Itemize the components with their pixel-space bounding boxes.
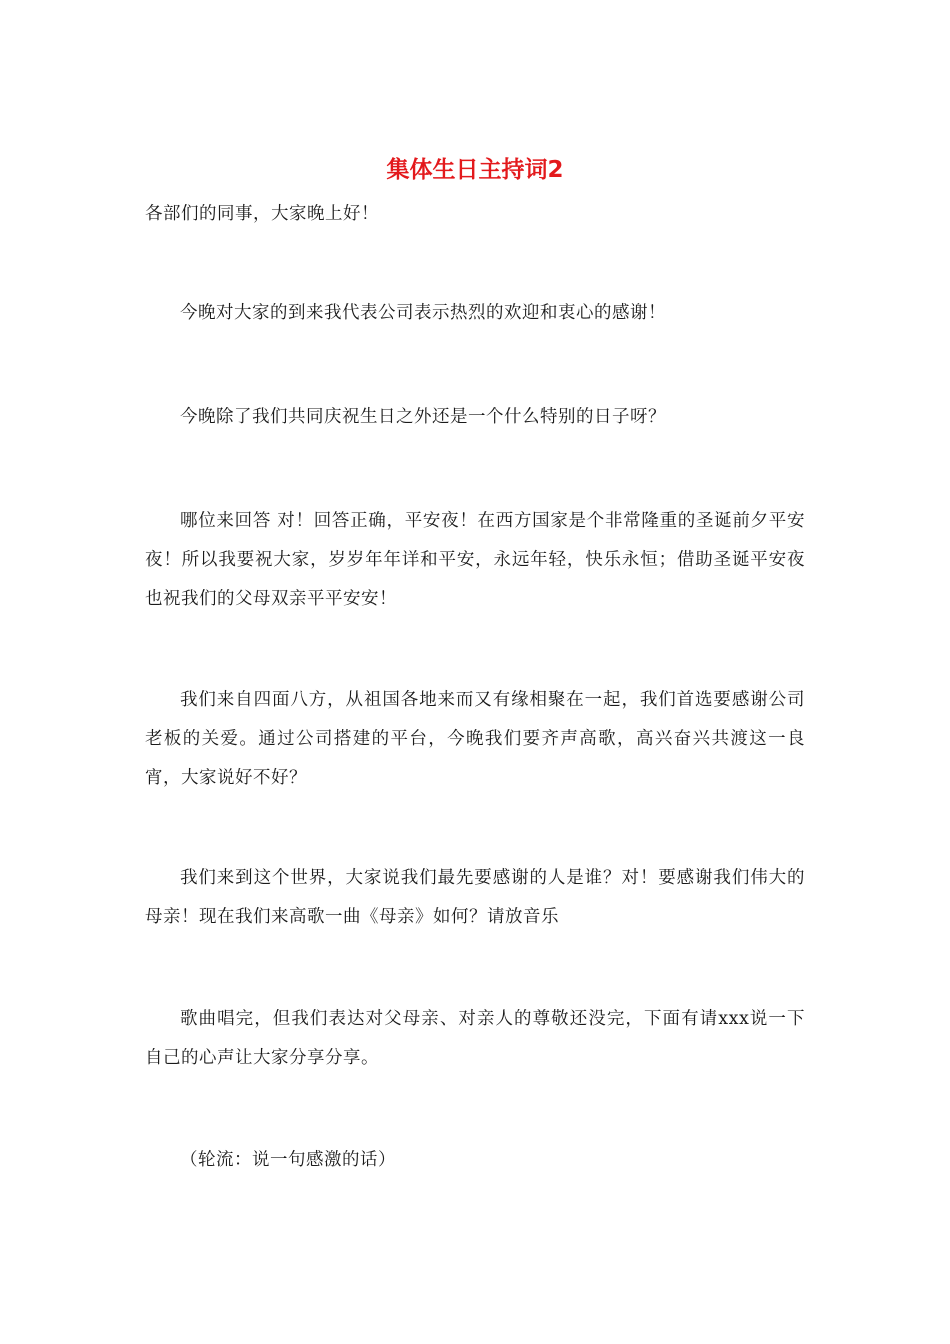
- paragraph-gathering: 我们来自四面八方，从祖国各地来而又有缘相聚在一起，我们首选要感谢公司老板的关爱。通过公司搭建的平台，今晚我们要齐声高歌，高兴奋兴共渡这一良宵，大家说好不好？: [145, 690, 805, 788]
- paragraph-take-turns: （轮流：说一句感激的话）: [180, 1150, 396, 1170]
- paragraph-mother-song: 我们来到这个世界，大家说我们最先要感谢的人是谁？对！要感谢我们伟大的母亲！现在我们来高歌一曲《母亲》如何？请放音乐: [145, 868, 805, 927]
- paragraph-christmas-eve: 哪位来回答 对！回答正确，平安夜！在西方国家是个非常隆重的圣诞前夕平安夜！所以我要祝大家，岁岁年年详和平安，永远年轻，快乐永恒；借助圣诞平安夜也祝我们的父母双亲平平安安！: [145, 511, 805, 609]
- paragraph-welcome: 今晚对大家的到来我代表公司表示热烈的欢迎和衷心的感谢！: [180, 303, 666, 323]
- paragraph-share-voice: 歌曲唱完，但我们表达对父母亲、对亲人的尊敬还没完，下面有请xxx说一下自己的心声让大家分享分享。: [145, 1009, 805, 1068]
- greeting-paragraph: 各部们的同事，大家晚上好！: [145, 204, 379, 224]
- paragraph-special-day: 今晚除了我们共同庆祝生日之外还是一个什么特别的日子呀？: [180, 407, 666, 427]
- document-title: 集体生日主持词2: [386, 157, 564, 183]
